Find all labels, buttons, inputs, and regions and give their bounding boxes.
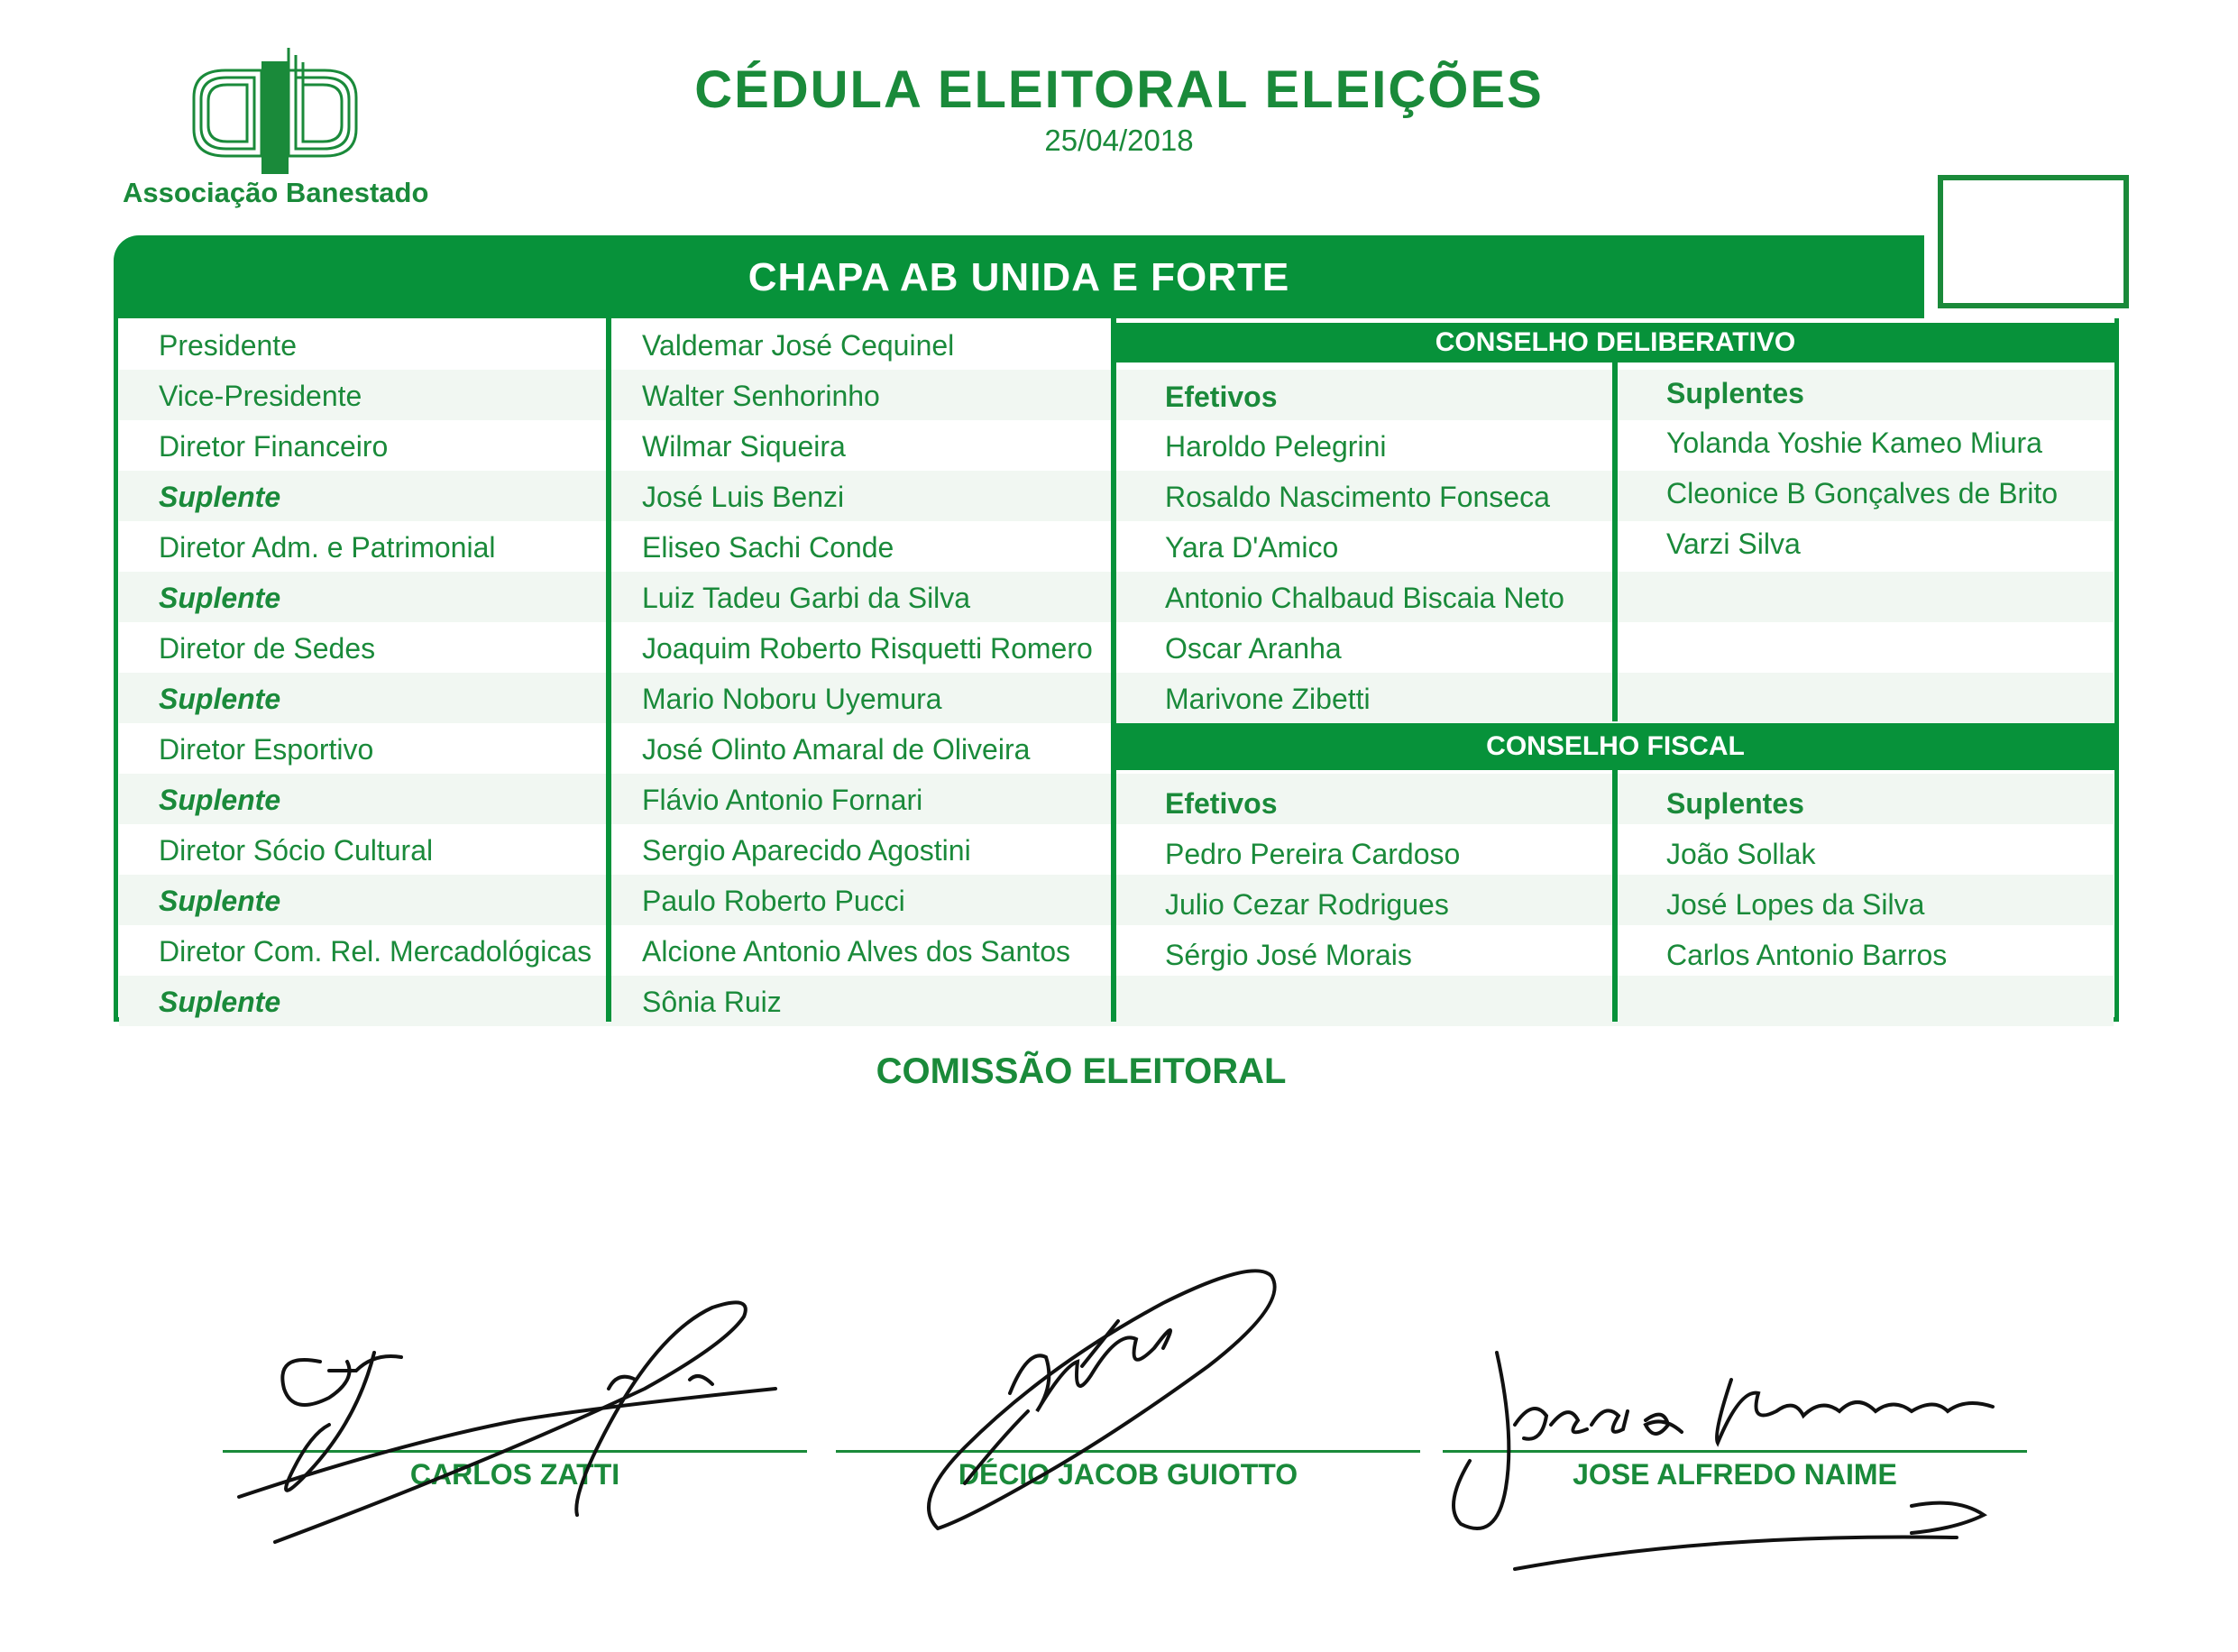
column-divider [1612, 361, 1618, 721]
candidate-name: Flávio Antonio Fornari [642, 784, 923, 816]
deliberativo-efetivo: Marivone Zibetti [1165, 683, 1371, 715]
candidate-name: Valdemar José Cequinel [642, 329, 955, 362]
commission-member-1: CARLOS ZATTI [409, 1458, 620, 1491]
deliberativo-efetivos-label: Efetivos [1165, 381, 1278, 413]
vote-mark-box[interactable] [1938, 175, 2129, 308]
candidate-name: José Luis Benzi [642, 481, 845, 513]
deliberativo-suplente: Cleonice B Gonçalves de Brito [1666, 477, 2058, 509]
signature-jose-alfredo-naime [1443, 1326, 2038, 1587]
deliberativo-efetivo: Yara D'Amico [1165, 531, 1339, 564]
deliberativo-header: CONSELHO DELIBERATIVO [1116, 323, 2114, 363]
role-vice-president: Vice-Presidente [159, 380, 362, 412]
role-suplente: Suplente [159, 582, 281, 614]
deliberativo-efetivo: Oscar Aranha [1165, 632, 1342, 665]
fiscal-efetivo: Sérgio José Morais [1165, 939, 1412, 971]
table-row-shade [119, 976, 2114, 1026]
column-divider [1612, 768, 1618, 1022]
slate-name: CHAPA AB UNIDA E FORTE [748, 255, 1290, 299]
commission-member-3: JOSE ALFREDO NAIME [1573, 1458, 1897, 1491]
column-divider [1111, 318, 1116, 1022]
fiscal-suplente: José Lopes da Silva [1666, 888, 1925, 921]
signature-decio-jacob-guiotto [911, 1258, 1298, 1556]
role-suplente: Suplente [159, 885, 281, 917]
candidate-name: Alcione Antonio Alves dos Santos [642, 935, 1070, 968]
role-cultural-director: Diretor Sócio Cultural [159, 834, 434, 867]
role-financial-director: Diretor Financeiro [159, 430, 389, 463]
table-row-shade [119, 774, 2114, 824]
candidate-name: Joaquim Roberto Risquetti Romero [642, 632, 1093, 665]
signature-carlos-zatti [221, 1289, 798, 1551]
role-adm-director: Diretor Adm. e Patrimonial [159, 531, 496, 564]
candidate-name: Sônia Ruiz [642, 986, 782, 1018]
fiscal-suplentes-label: Suplentes [1666, 787, 1804, 820]
candidate-name: Walter Senhorinho [642, 380, 880, 412]
role-suplente: Suplente [159, 481, 281, 513]
candidate-name: Paulo Roberto Pucci [642, 885, 905, 917]
commission-member-2: DÉCIO JACOB GUIOTTO [958, 1458, 1298, 1491]
table-row-shade [119, 673, 2114, 723]
role-suplente: Suplente [159, 683, 281, 715]
election-date: 25/04/2018 [1044, 124, 1194, 157]
ballot-title: CÉDULA ELEITORAL ELEIÇÕES [694, 60, 1544, 119]
role-suplente: Suplente [159, 986, 281, 1018]
candidate-name: José Olinto Amaral de Oliveira [642, 733, 1031, 766]
fiscal-efetivos-label: Efetivos [1165, 787, 1278, 820]
candidate-name: Luiz Tadeu Garbi da Silva [642, 582, 971, 614]
fiscal-efetivo: Julio Cezar Rodrigues [1165, 888, 1449, 921]
fiscal-efetivo: Pedro Pereira Cardoso [1165, 838, 1461, 870]
column-divider [606, 318, 611, 1022]
fiscal-suplente: João Sollak [1666, 838, 1816, 870]
candidate-name: Eliseo Sachi Conde [642, 531, 894, 564]
candidate-name: Mario Noboru Uyemura [642, 683, 942, 715]
deliberativo-efetivo: Antonio Chalbaud Biscaia Neto [1165, 582, 1564, 614]
table-row-shade [119, 370, 2114, 420]
deliberativo-suplente: Varzi Silva [1666, 528, 1801, 560]
role-president: Presidente [159, 329, 297, 362]
role-suplente: Suplente [159, 784, 281, 816]
candidate-name: Sergio Aparecido Agostini [642, 834, 971, 867]
commission-title: COMISSÃO ELEITORAL [876, 1051, 1287, 1091]
deliberativo-efetivo: Haroldo Pelegrini [1165, 430, 1387, 463]
role-marketing-director: Diretor Com. Rel. Mercadológicas [159, 935, 592, 968]
candidate-name: Wilmar Siqueira [642, 430, 846, 463]
deliberativo-efetivo: Rosaldo Nascimento Fonseca [1165, 481, 1550, 513]
role-sedes-director: Diretor de Sedes [159, 632, 376, 665]
fiscal-header: CONSELHO FISCAL [1116, 723, 2114, 770]
deliberativo-suplentes-label: Suplentes [1666, 377, 1804, 409]
fiscal-suplente: Carlos Antonio Barros [1666, 939, 1948, 971]
brand-name: Associação Banestado [123, 177, 429, 208]
role-sports-director: Diretor Esportivo [159, 733, 374, 766]
deliberativo-suplente: Yolanda Yoshie Kameo Miura [1666, 427, 2042, 459]
table-row-shade [119, 572, 2114, 622]
